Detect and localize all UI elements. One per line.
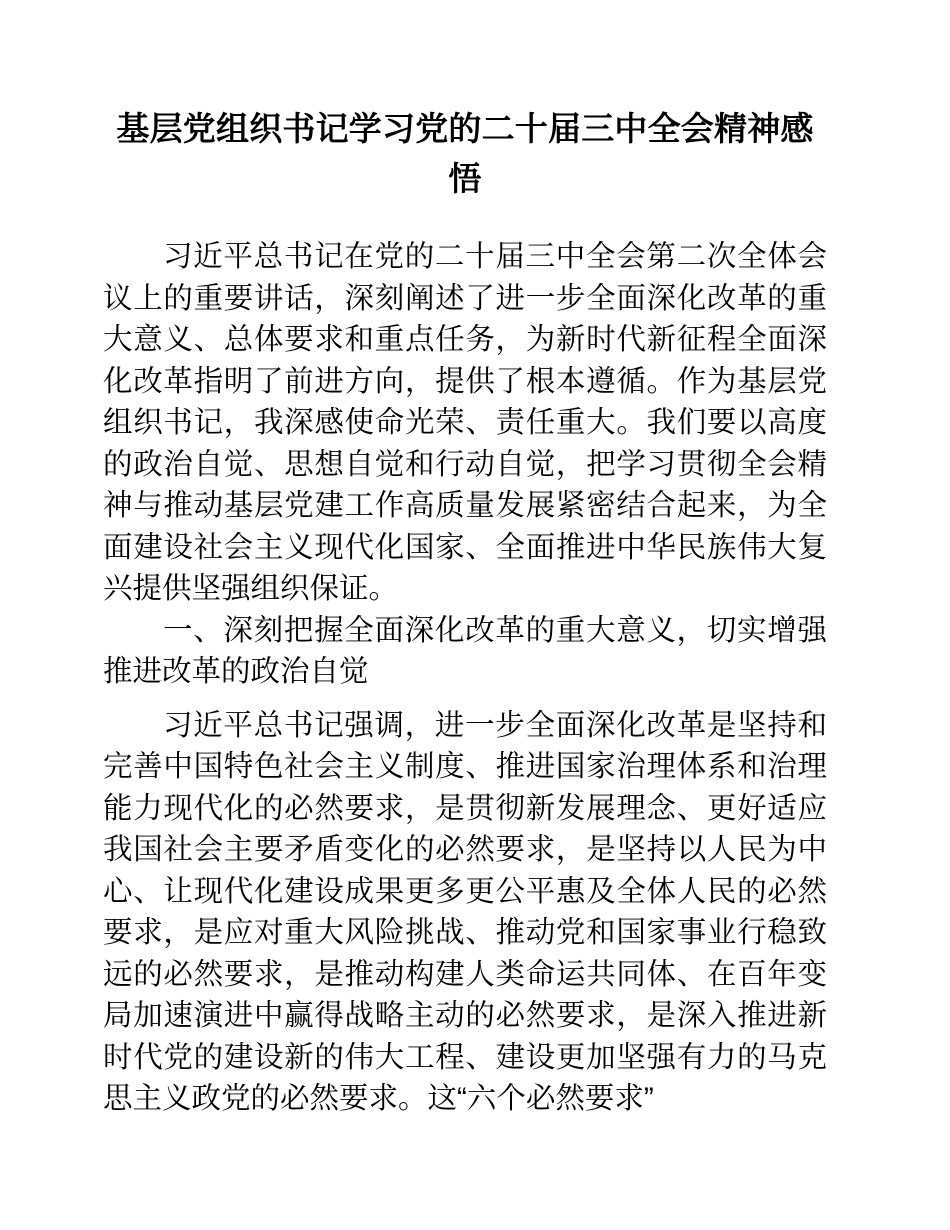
- page-title: 基层党组织书记学习党的二十届三中全会精神感悟: [116, 110, 814, 197]
- section-heading-1: 一、深刻把握全面深化改革的重大意义，切实增强推进改革的政治自觉: [103, 613, 827, 688]
- paragraph-section-1-body: 习近平总书记强调，进一步全面深化改革是坚持和完善中国特色社会主义制度、推进国家治理体系和治理能力现代化的必然要求，是贯彻新发展理念、更好适应我国社会主要矛盾变化的必然要求，是坚持以人民为中心、让现代化建设成果更多更公平惠及全体人民的必然要求，是应对重大风险挑战、推动党和国家事业行稳致远的必然要求，是推动构建人类命运共同体、在百年变局加速演进中赢得战略主动的必然要求，是深入推进新时代党的建设新的伟大工程、建设更加坚强有力的马克思主义政党的必然要求。这“六个必然要求”: [103, 708, 827, 1115]
- document-body: [103, 0, 827, 1120]
- paragraph-intro: 习近平总书记在党的二十届三中全会第二次全体会议上的重要讲话，深刻阐述了进一步全面深化改革的重大意义、总体要求和重点任务，为新时代新征程全面深化改革指明了前进方向，提供了根本遵循。作为基层党组织书记，我深感使命光荣、责任重大。我们要以高度的政治自觉、思想自觉和行动自觉，把学习贯彻全会精神与推动基层党建工作高质量发展紧密结合起来，为全面建设社会主义现代化国家、全面推进中华民族伟大复兴提供坚强组织保证。: [103, 240, 827, 605]
